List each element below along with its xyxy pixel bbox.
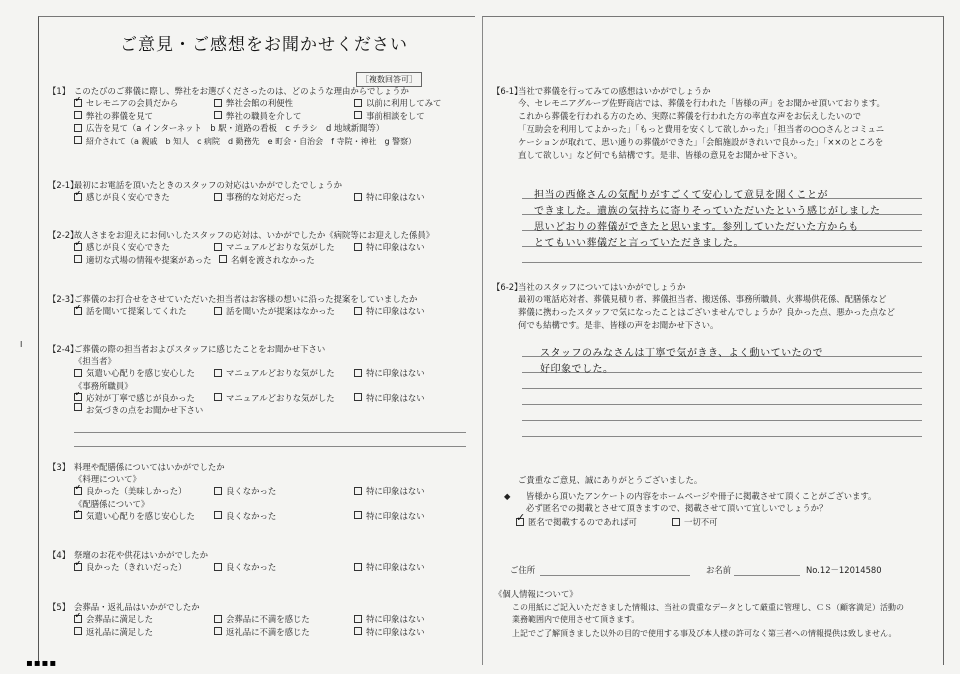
- checkbox[interactable]: [74, 511, 82, 519]
- comment-prompt: お気づきの点をお聞かせ下さい: [48, 404, 468, 417]
- option[interactable]: 特に印象はない: [354, 510, 468, 523]
- checkbox[interactable]: [354, 511, 362, 519]
- address-field[interactable]: [540, 575, 690, 576]
- option[interactable]: 会葬品に不満を感じた: [214, 613, 354, 626]
- option-row: [48, 626, 468, 639]
- checkbox[interactable]: [354, 307, 362, 315]
- option-row: [48, 305, 468, 318]
- checkbox[interactable]: [354, 111, 362, 119]
- checkbox[interactable]: [74, 487, 82, 495]
- checkbox[interactable]: [214, 193, 222, 201]
- publish-notice-line: 必ず匿名での掲載とさせて頂きますので、掲載させて頂いて宜しいでしょうか？: [526, 503, 828, 513]
- option-row: [48, 110, 468, 123]
- checkbox[interactable]: [214, 111, 222, 119]
- option[interactable]: ✓会葬品に満足した: [74, 613, 214, 626]
- question-number: 【6-2】: [492, 282, 523, 292]
- question-2-2: [48, 230, 468, 266]
- option[interactable]: 弊社の葬儀を見て: [74, 110, 214, 123]
- option[interactable]: 特に印象はない: [354, 561, 468, 574]
- question-number: 【5】: [48, 602, 71, 612]
- comment-line[interactable]: [74, 446, 466, 447]
- checkbox[interactable]: [354, 193, 362, 201]
- question-text: ご葬儀のお打合せをさせていただいた担当者はお客様の想いに沿った提案をしていましたか: [74, 294, 418, 304]
- checkbox[interactable]: [74, 403, 82, 411]
- option[interactable]: ✓感じが良く安心できた: [74, 191, 214, 204]
- checkbox[interactable]: [214, 615, 222, 623]
- answer-line[interactable]: [522, 262, 922, 263]
- option[interactable]: 広告を見て（a インターネット b 駅・道路の看板 c チラシ d 地域新聞等）: [74, 122, 384, 135]
- checkbox[interactable]: [354, 243, 362, 251]
- answer-line[interactable]: [522, 436, 922, 437]
- answer-line[interactable]: [522, 420, 922, 421]
- question-number: 【2-4】: [48, 344, 79, 354]
- publish-option-refuse[interactable]: 一切不可: [672, 516, 718, 528]
- answer-line[interactable]: [522, 388, 922, 389]
- comment-line[interactable]: [74, 432, 466, 433]
- checkbox[interactable]: [214, 369, 222, 377]
- question-text: 故人さまをお迎えにお伺いしたスタッフの応対は、いかがでしたか《病院等にお迎えした係員》: [74, 230, 435, 240]
- multi-answer-note: ［複数回答可］: [356, 72, 422, 87]
- option[interactable]: 話を聞いたが提案はなかった: [214, 305, 354, 318]
- option-row: [48, 392, 468, 405]
- checkbox[interactable]: [74, 243, 82, 251]
- checkbox[interactable]: [354, 627, 362, 635]
- checkbox[interactable]: [74, 255, 82, 263]
- checkbox[interactable]: [214, 627, 222, 635]
- checkbox[interactable]: [74, 615, 82, 623]
- question-number: 【6-1】: [492, 86, 523, 96]
- address-label: ご住所: [510, 565, 536, 575]
- handwritten-answer-line: できました。遺族の気持ちに寄りそっていただいたという感じがしました: [534, 206, 881, 217]
- option[interactable]: ✓良かった（美味しかった）: [74, 485, 214, 498]
- checkbox[interactable]: [214, 563, 222, 571]
- question-text: 当社のスタッフについてはいかがでしょうか: [518, 282, 686, 292]
- checkbox[interactable]: [354, 563, 362, 571]
- checkbox[interactable]: [74, 393, 82, 401]
- question-text: 祭壇のお花や供花はいかがでしたか: [74, 550, 208, 560]
- option-row: [48, 613, 468, 626]
- option-row: [48, 254, 468, 267]
- question-number: 【4】: [48, 550, 71, 560]
- question-number: 【2-1】: [48, 180, 79, 190]
- option-row: [48, 241, 468, 254]
- question-2-1: [48, 180, 468, 204]
- checkbox[interactable]: [74, 99, 82, 107]
- option-row: [48, 122, 468, 135]
- checkbox[interactable]: [214, 487, 222, 495]
- checkbox[interactable]: [214, 99, 222, 107]
- option[interactable]: ✓話を聞いて提案してくれた: [74, 305, 214, 318]
- question-number: 【1】: [48, 86, 71, 96]
- privacy-title: 《個人情報について》: [494, 589, 578, 599]
- question-text: 当社で葬儀を行ってみての感想はいかがでしょうか: [518, 86, 711, 96]
- option-row: [48, 510, 468, 523]
- option[interactable]: 返礼品に満足した: [74, 626, 214, 639]
- checkbox[interactable]: [219, 255, 227, 263]
- checkbox[interactable]: [354, 615, 362, 623]
- subheading: 《事務所職員》: [74, 380, 133, 391]
- checkbox[interactable]: [74, 111, 82, 119]
- handwritten-answer-line: スタッフのみなさんは丁寧で気がきき、よく動いていたので: [540, 348, 824, 359]
- option[interactable]: 紹介されて（a 親戚 b 知人 c 病院 d 勤務先 e 町会・自治会 f 寺院・神社 g 警察）: [74, 135, 416, 149]
- checkbox[interactable]: [516, 518, 524, 526]
- margin-mark: I: [20, 340, 23, 349]
- option-row: [48, 135, 468, 149]
- publish-option-anonymous[interactable]: ✓匿名で掲載するのであれば可: [516, 516, 637, 528]
- option[interactable]: 特に印象はない: [354, 241, 468, 254]
- page-title: ご意見・ご感想をお聞かせください: [120, 35, 408, 55]
- option[interactable]: 以前に利用してみて: [354, 97, 468, 110]
- option[interactable]: 特に印象はない: [354, 392, 468, 405]
- checkbox[interactable]: [214, 243, 222, 251]
- checkbox[interactable]: [74, 136, 82, 144]
- checkbox[interactable]: [74, 369, 82, 377]
- option[interactable]: 事務的な対応だった: [214, 191, 354, 204]
- question-text: ご葬儀の際の担当者およびスタッフに感じたことをお聞かせ下さい: [74, 344, 326, 354]
- question-text: 最初にお電話を頂いたときのスタッフの対応はいかがでしたでしょうか: [74, 180, 342, 190]
- checkbox[interactable]: [354, 99, 362, 107]
- corner-mark: ▪▪▪▪: [26, 658, 58, 669]
- privacy-text-line: 業務範囲内で使用させて頂きます。: [512, 615, 640, 624]
- answer-line[interactable]: [522, 404, 922, 405]
- question-2-4: [48, 344, 468, 417]
- option-row: [48, 485, 468, 498]
- question-text: このたびのご葬儀に際し、弊社をお選びくださったのは、どのような理由からでしょうか: [74, 86, 409, 96]
- option[interactable]: 事前相談をして: [354, 110, 468, 123]
- subheading: 《配膳係について》: [74, 498, 150, 509]
- checkbox[interactable]: [74, 307, 82, 315]
- checkbox[interactable]: [214, 307, 222, 315]
- subheading: 《料理について》: [74, 474, 141, 484]
- option[interactable]: マニュアルどおりな気がした: [214, 392, 354, 405]
- option[interactable]: ✓良かった（きれいだった）: [74, 561, 214, 574]
- checkbox[interactable]: [74, 124, 82, 132]
- question-number: 【2-2】: [48, 230, 79, 240]
- option-row: [48, 191, 468, 204]
- question-1: [48, 86, 468, 148]
- question-text: 会葬品・返礼品はいかがでしたか: [74, 602, 200, 612]
- checkbox[interactable]: [74, 563, 82, 571]
- question-text: 料理や配膳係についてはいかがでしたか: [74, 462, 225, 472]
- option[interactable]: 良くなかった: [214, 485, 354, 498]
- question-2-3: [48, 294, 468, 318]
- option-row: [48, 561, 468, 574]
- option[interactable]: 特に印象はない: [354, 626, 468, 639]
- option[interactable]: 気遣い心配りを感じ安心した: [74, 367, 214, 380]
- question-3: [48, 462, 468, 522]
- question-4: [48, 550, 468, 574]
- option[interactable]: マニュアルどおりな気がした: [214, 367, 354, 380]
- diamond-icon: ◆: [504, 491, 511, 501]
- question-6-1: [492, 86, 932, 162]
- option[interactable]: 良くなかった: [214, 561, 354, 574]
- checkbox[interactable]: [74, 627, 82, 635]
- option[interactable]: 弊社の職員を介して: [214, 110, 354, 123]
- option-row: [48, 97, 468, 110]
- option[interactable]: 名刺を渡されなかった: [219, 254, 364, 267]
- option[interactable]: 特に印象はない: [354, 305, 468, 318]
- checkbox[interactable]: [354, 369, 362, 377]
- option[interactable]: ✓セレモニアの会員だから: [74, 97, 214, 110]
- option[interactable]: ✓応対が丁寧で感じが良かった: [74, 392, 214, 405]
- option[interactable]: ✓感じが良く安心できた: [74, 241, 214, 254]
- checkbox[interactable]: [354, 487, 362, 495]
- handwritten-answer-line: 担当の西條さんの気配りがすごくて安心して意見を聞くことが: [534, 190, 828, 201]
- checkbox[interactable]: [74, 193, 82, 201]
- name-label: お名前: [706, 565, 732, 575]
- option[interactable]: 良くなかった: [214, 510, 354, 523]
- option[interactable]: 返礼品に不満を感じた: [214, 626, 354, 639]
- checkbox[interactable]: [214, 511, 222, 519]
- option-row: [48, 367, 468, 380]
- checkbox[interactable]: [214, 393, 222, 401]
- option[interactable]: 適切な式場の情報や提案があった: [74, 254, 219, 267]
- handwritten-answer-line: とてもいい葬儀だと言っていただきました。: [534, 238, 744, 249]
- option[interactable]: 特に印象はない: [354, 613, 468, 626]
- publish-notice-line: 皆様から頂いたアンケートの内容をホームページや冊子に掲載させて頂くことがございます。: [526, 491, 877, 501]
- option[interactable]: 弊社会館の利便性: [214, 97, 354, 110]
- question-5: [48, 602, 468, 638]
- option[interactable]: 特に印象はない: [354, 485, 468, 498]
- question-description: 最初の電話応対者、葬儀見積り者、葬儀担当者、搬送係、事務所職員、火葬場供花係、配膳係など 葬儀に携わったスタッフで気になったことはございませんでしょうか？良かった点、悪かった点など 何でも結構です。是非、皆様の声をお聞かせ下さい。: [518, 294, 896, 330]
- thanks-message: ご貴重なご意見、誠にありがとうございました。: [518, 475, 703, 485]
- name-field[interactable]: [734, 575, 800, 576]
- question-number: 【3】: [48, 462, 71, 472]
- question-number: 【2-3】: [48, 294, 79, 304]
- privacy-text-line: 上記でご了解頂きました以外の目的で使用する事及び本人様の許可なく第三者への情報提供は致しません。: [512, 629, 897, 638]
- checkbox[interactable]: [354, 393, 362, 401]
- question-description: 今、セレモニアグループ佐野商店では、葬儀を行われた「皆様の声」をお聞かせ頂いております。 これから葬儀を行われる方のため、実際に葬儀を行われた方の率直な声をお伝えしたいので 「互助会を利用してよかった」「もっと費用を安くして欲しかった」「担当者の○○さんとコミュニ ケーションが取れて、思い通りの葬儀ができた」「会館施設がきれいで良かった」「××のところを 直して欲しい」など何でも結構です。是非、皆様の意見をお聞かせ下さい。: [518, 98, 885, 160]
- checkbox[interactable]: [672, 518, 680, 526]
- question-6-2: [492, 282, 932, 332]
- document-number: No.12－12014580: [806, 565, 882, 575]
- option[interactable]: 特に印象はない: [354, 191, 468, 204]
- handwritten-answer-line: 思いどおりの葬儀ができたと思います。参列していただいた方からも: [534, 222, 859, 233]
- option[interactable]: マニュアルどおりな気がした: [214, 241, 354, 254]
- option[interactable]: 特に印象はない: [354, 367, 468, 380]
- handwritten-answer-line: 好印象でした。: [540, 364, 614, 375]
- option[interactable]: ✓気遣い心配りを感じ安心した: [74, 510, 214, 523]
- privacy-text-line: この用紙にご記入いただきました情報は、当社の貴重なデータとして厳重に管理し、ＣＳ（顧客満足）活動の: [512, 603, 904, 612]
- subheading: 《担当者》: [74, 356, 116, 366]
